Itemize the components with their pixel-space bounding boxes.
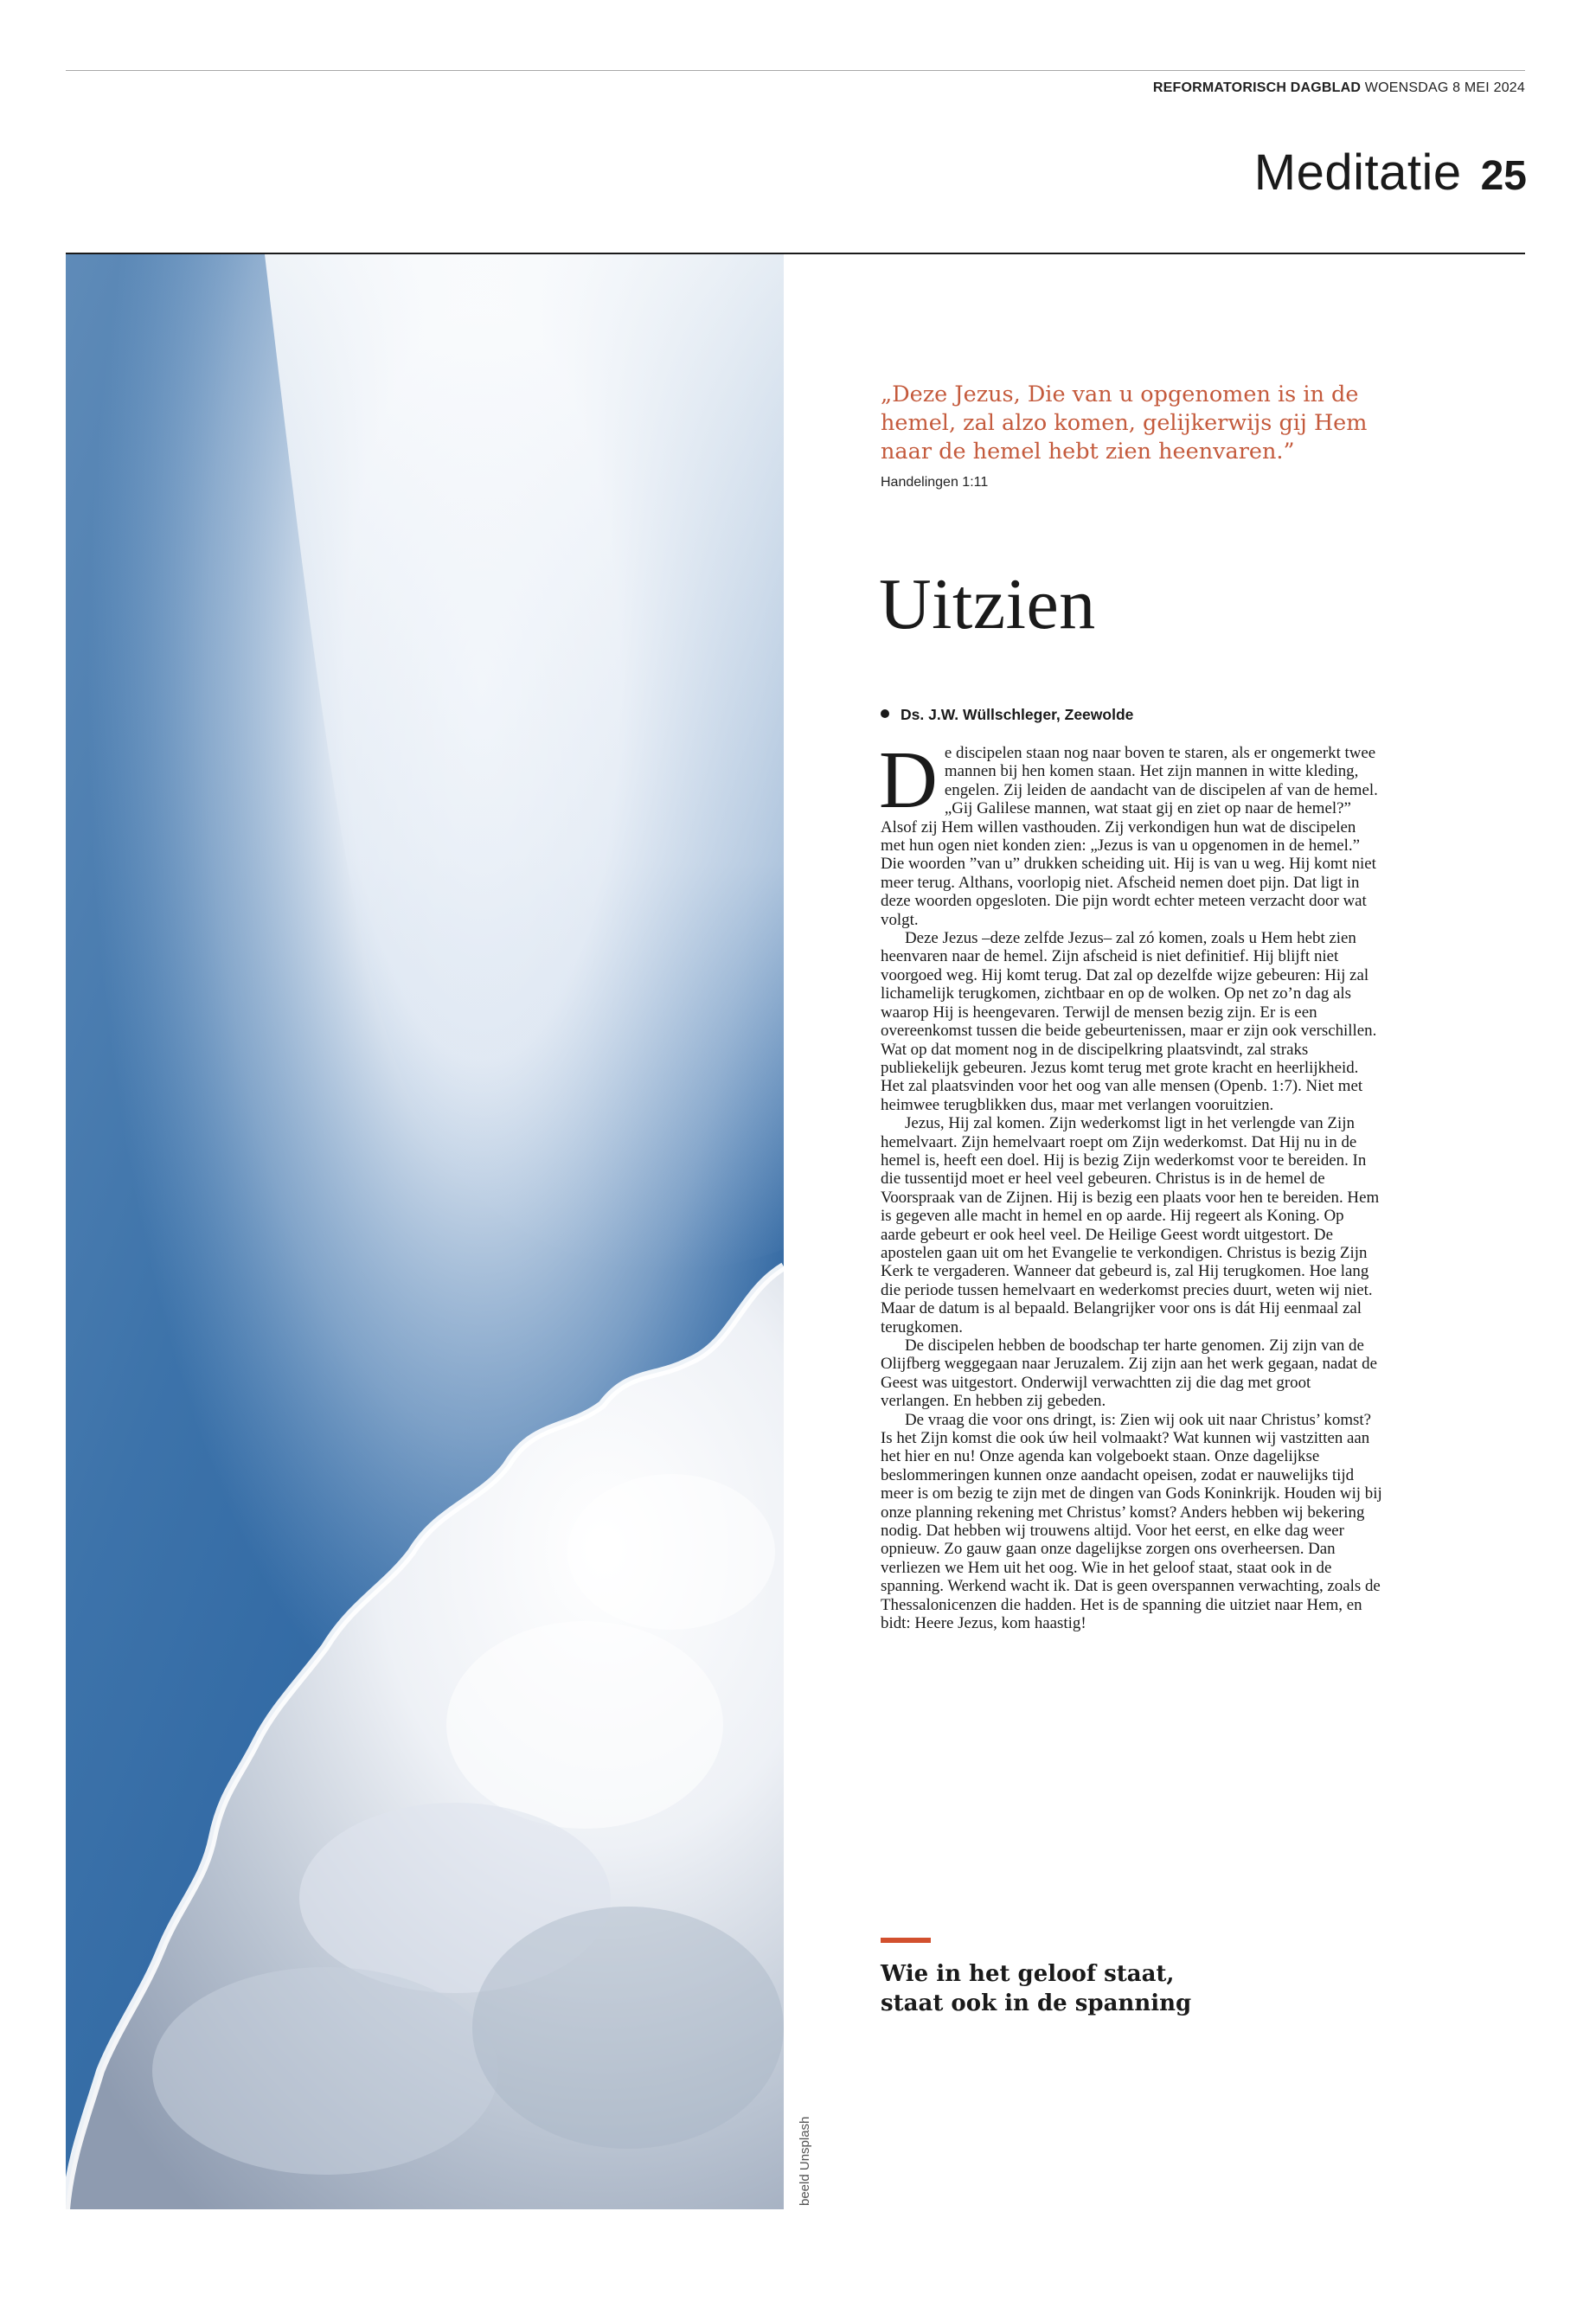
- headline: Uitzien: [879, 564, 1096, 644]
- issue-date: WOENSDAG 8 MEI 2024: [1364, 80, 1525, 95]
- photo-credit: beeld Unsplash: [798, 2116, 812, 2206]
- pull-quote: Wie in het geloof staat, staat ook in de spanning: [881, 1961, 1192, 2016]
- author: Ds. J.W. Wüllschleger, Zeewolde: [901, 706, 1134, 723]
- masthead: [1153, 80, 1525, 96]
- drop-cap: D: [879, 735, 938, 825]
- sky-cloud-photo: [66, 254, 784, 2209]
- bible-quote: „Deze Jezus, Die van u opgenomen is in de hemel, zal alzo komen, gelijkerwijs gij Hem naar de hemel hebt zien heenvaren.”: [881, 381, 1368, 465]
- paragraph: De vraag die voor ons dringt, is: Zien wij ook uit naar Christus’ komst? Is het Zijn komst die ook úw heil volmaakt? Wat kunnen wij vastzitten aan het hier en nu! Onze agenda kan volgeboekt staan. Onze dagelijkse beslommeringen kunnen onze aandacht opeisen, zodat er nauwelijks tijd meer is om bezig te zijn met de dingen van Gods Koninkrijk. Houden wij bij onze planning rekening met Christus’ komst? Anders hebben wij bekering nodig. Dat hebben wij trouwens altijd. Voor het eerst, en elke dag weer opnieuw. Zo gauw gaan onze dagelijkse zorgen ons overheersen. Dan verliezen we Hem uit het oog. Wie in het geloof staat, staat ook in de spanning. Werkend wacht ik. Dat is geen overspannen verwachting, zoals de Thessalonicenzen die hadden. Het is de spanning die uitziet naar Hem, en bidt: Heere Jezus, kom haastig!: [881, 1410, 1382, 1633]
- article: [879, 381, 1382, 1633]
- section-header: [1254, 144, 1527, 202]
- page-number: 25: [1480, 153, 1527, 199]
- quote-reference: Handelingen 1:11: [881, 475, 989, 490]
- paragraph: De discipelen hebben de boodschap ter harte genomen. Zij zijn van de Olijfberg weggegaan naar Jeruzalem. Zij zijn aan het werk gegaan, nadat de Geest was uitgestort. Onderwijl verwachtten zij die dag met groot verlangen. En hebben zij gebeden.: [881, 1336, 1377, 1411]
- pull-quote-rule: [881, 1938, 931, 1943]
- paragraph: Jezus, Hij zal komen. Zijn wederkomst ligt in het verlengde van Zijn hemelvaart. Zijn hemelvaart roept om Zijn wederkomst. Dat Hij nu in de hemel is, heeft een doel. Hij is bezig Zijn wederkomst voor te bereiden. In die tussentijd moet er heel veel gebeuren. Christus is in de hemel de Voorspraak van de Zijnen. Hij is bezig een plaats voor hen te bereiden. Hem is gegeven alle macht in hemel en op aarde. Hij regeert als Koning. Op aarde gebeurt er ook heel veel. De Heilige Geest wordt uitgestort. De apostelen gaan uit om het Evangelie te verkondigen. Christus is bezig Zijn Kerk te vergaderen. Wanneer dat gebeurd is, zal Hij terugkomen. Hoe lang die periode tussen hemelvaart en wederkomst precies duurt, weten wij niet. Maar de datum is al bepaald. Belangrijker voor ons is dát Hij eenmaal zal terugkomen.: [881, 1114, 1380, 1336]
- newspaper-name: REFORMATORISCH DAGBLAD: [1152, 80, 1362, 95]
- bullet-icon: [881, 709, 889, 718]
- byline: [881, 706, 1133, 724]
- paragraph: Deze Jezus –deze zelfde Jezus– zal zó komen, zoals u Hem hebt zien heenvaren naar de hemel. Zijn afscheid is niet definitief. Hij blijft niet voorgoed weg. Hij komt terug. Dat zal op dezelfde wijze gebeuren: Hij zal lichamelijk terugkomen, zichtbaar en op de wolken. Op net zo’n dag als waarop Hij is heengevaren. Terwijl de mensen bezig zijn. Er is een overeenkomst tussen die beide gebeurtenissen, maar er zijn ook verschillen. Wat op dat moment nog in de discipelkring plaatsvindt, zal straks publiekelijk gebeuren. Jezus komt terug met grote kracht en heerlijkheid. Het zal plaatsvinden voor het oog van alle mensen (Openb. 1:7). Niet met heimwee terugblikken dus, maar met verlangen vooruitzien.: [881, 929, 1377, 1114]
- paragraph: De discipelen staan nog naar boven te staren, als er ongemerkt twee mannen bij hen komen staan. Het zijn mannen in witte kleding, engelen. Zij leiden de aandacht van de discipelen af van de hemel. „Gij Galilese mannen, wat staat gij en ziet op naar de hemel?” Alsof zij Hem willen vasthouden. Zij verkondigen hun wat de discipelen met hun ogen niet konden zien: „Jezus is van u opgenomen in de hemel.” Die woorden ”van u” drukken scheiding uit. Hij is van u weg. Hij komt niet meer terug. Althans, voorlopig niet. Afscheid nemen doet pijn. Dat ligt in deze woorden opgesloten. Die pijn wordt echter meteen verzacht door wat volgt.: [879, 735, 1378, 929]
- top-rule: [66, 70, 1525, 71]
- section-name: Meditatie: [1253, 144, 1462, 201]
- article-body: [879, 735, 1382, 1633]
